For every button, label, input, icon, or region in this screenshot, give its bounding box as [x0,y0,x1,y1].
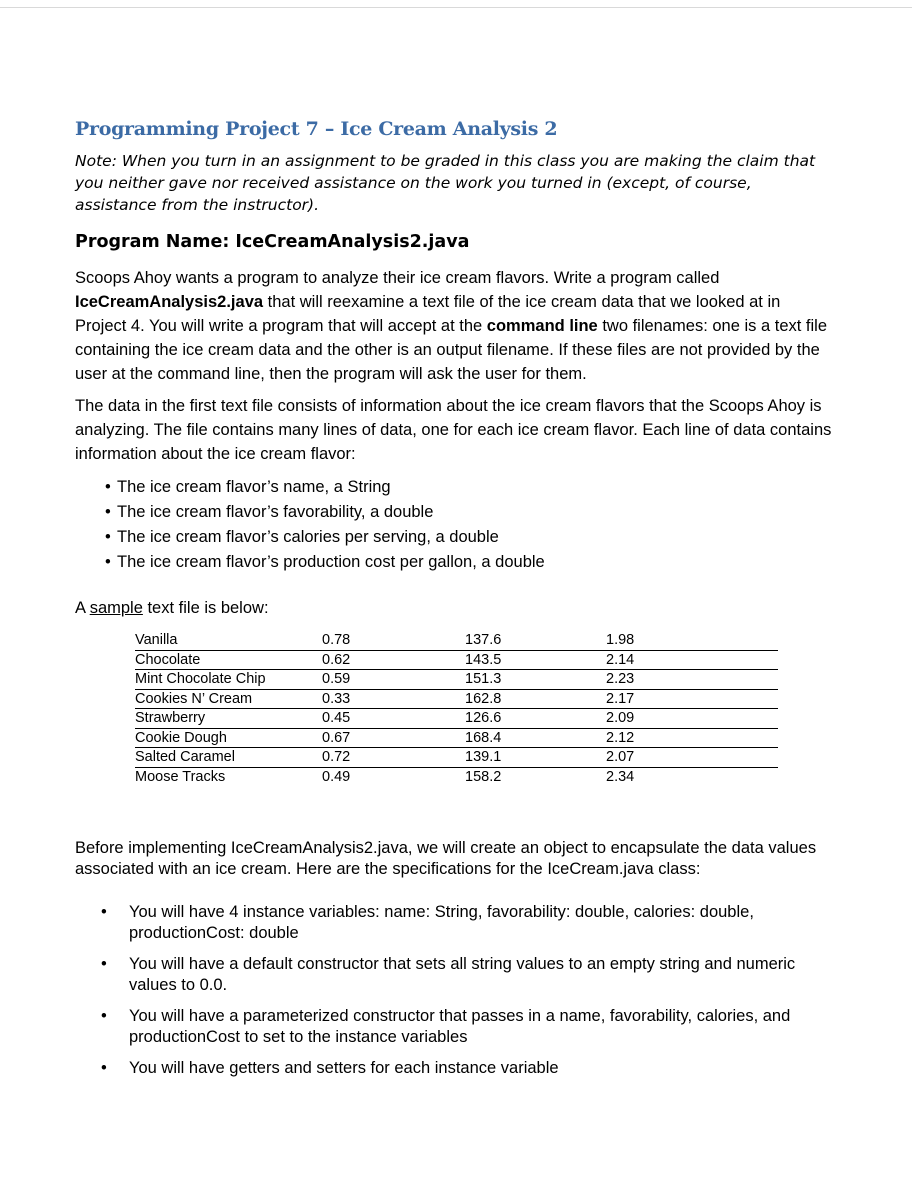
table-cell: 0.67 [322,728,465,748]
list-item: • You will have a parameterized constructor that passes in a name, favorability, calories, and productionCost to set to the instance variables [75,1006,835,1048]
list-item: • The ice cream flavor’s name, a String [105,475,545,500]
top-border [0,7,912,8]
table-row [135,748,778,768]
table-cell: 0.33 [322,689,465,709]
data-description-paragraph: The data in the first text file consists of information about the ice cream flavors that the Scoops Ahoy is analyzing. The file contains many lines of data, one for each ice cream flavor. Each line of data contains information about the ice cream flavor: [75,397,832,463]
table-cell: 168.4 [465,728,606,748]
list-item: • You will have 4 instance variables: name: String, favorability: double, calories: double, productionCost: double [75,902,835,944]
table-cell: 2.34 [606,768,635,785]
table-cell: 137.6 [465,631,606,650]
table-cell: 143.5 [465,650,606,670]
intro-paragraph: Scoops Ahoy wants a program to analyze their ice cream flavors. Write a program called IceCreamAnalysis2.java that will reexamine a text file of the ice cream data that we looked at in Project 4. You will write a program that will accept at the command line two filenames: one is a text file containing the ice cream data and the other is an output filename. If these files are not provided by the user at the command line, then the program will ask the user for them. [75,269,828,383]
sample-intro: A sample text file is below: [75,599,269,617]
table-cell: 2.14 [606,650,778,670]
list-item: • The ice cream flavor’s production cost per gallon, a double [105,550,545,575]
list-item: • You will have getters and setters for each instance variable [75,1058,835,1079]
table-cell: 0.72 [322,748,465,768]
list-item: • The ice cream flavor’s favorability, a double [105,500,545,525]
table-cell: 2.07 [606,748,778,768]
table-row [135,670,778,690]
table-cell: Cookies N’ Cream [135,689,322,709]
table-cell: Mint Chocolate Chip [135,670,322,690]
table-cell: Vanilla [135,631,322,650]
table-cell: 151.3 [465,670,606,690]
table-row [135,631,778,650]
table-cell: 158.2 [465,768,502,785]
list-item: • You will have a default constructor that sets all string values to an empty string and numeric values to 0.0. [75,954,835,996]
table-cell: Cookie Dough [135,728,322,748]
table-cell: Moose Tracks [135,768,226,785]
table-cell: 0.45 [322,709,465,729]
table-row [135,767,778,786]
table-cell: 126.6 [465,709,606,729]
table-cell: 139.1 [465,748,606,768]
list-item: • The ice cream flavor’s calories per serving, a double [105,525,545,550]
table-row [135,728,778,748]
data-fields-list [105,475,545,575]
table-cell: 0.59 [322,670,465,690]
program-name-heading: Program Name: IceCreamAnalysis2.java [75,232,470,252]
table-cell: 2.17 [606,689,778,709]
table-cell: Strawberry [135,709,322,729]
table-cell: Chocolate [135,650,322,670]
sample-data-table [135,631,778,786]
table-cell: 162.8 [465,689,606,709]
honor-note: Note: When you turn in an assignment to be graded in this class you are making the claim that you neither gave nor received assistance on the work you turned in (except, of course, assistance from the instructor). [75,152,816,214]
table-cell: 2.23 [606,670,778,690]
class-spec-list [75,902,835,1089]
table-row [135,709,778,729]
table-cell: Salted Caramel [135,748,322,768]
table-cell: 0.49 [322,768,351,785]
table-cell: 0.78 [322,631,465,650]
table-cell: 2.12 [606,728,778,748]
icecream-class-paragraph: Before implementing IceCreamAnalysis2.java, we will create an object to encapsulate the data values associated with an ice cream. Here are the specifications for the IceCream.java class: [75,839,817,878]
table-row [135,689,778,709]
table-cell: 1.98 [606,631,778,650]
table-row [135,650,778,670]
command-line-emphasis: command line [486,317,598,335]
program-filename: IceCreamAnalysis2.java [75,293,264,311]
table-cell: 0.62 [322,650,465,670]
page-title: Programming Project 7 – Ice Cream Analysis 2 [75,118,558,140]
table-cell: 2.09 [606,709,778,729]
